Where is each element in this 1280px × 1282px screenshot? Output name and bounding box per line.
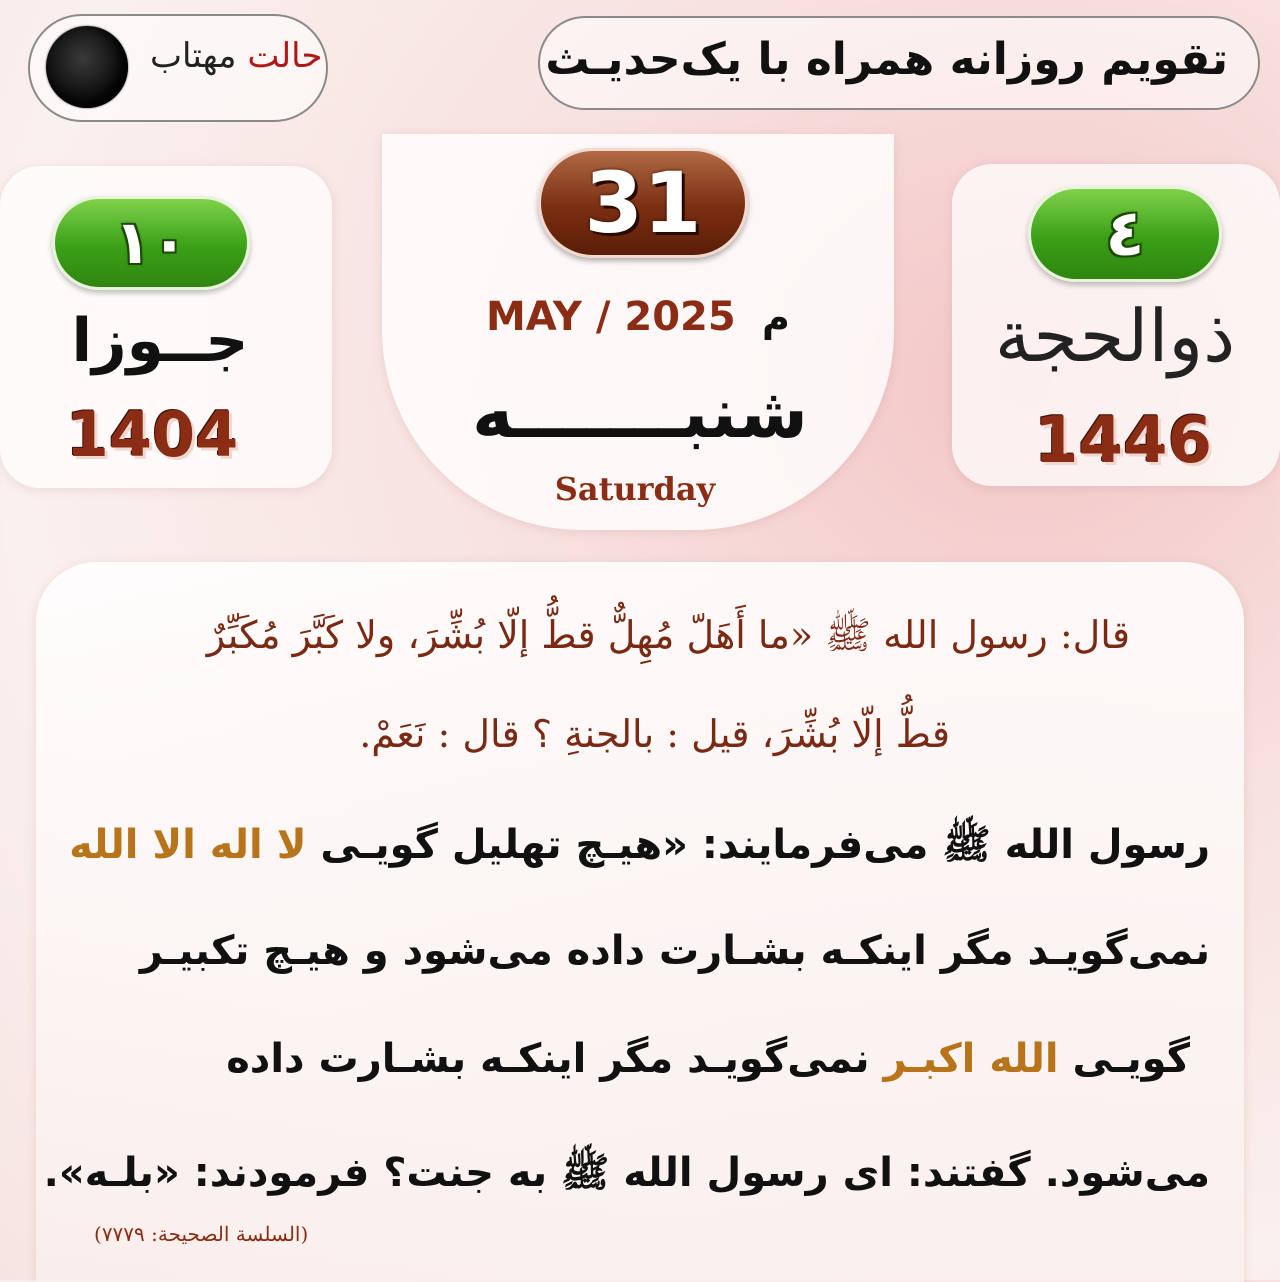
moon-label-main: مهتاب	[150, 36, 237, 76]
hadith-text: رسول الله ﷺ می‌فرمایند: «هیـچ تهلیل گویـی	[320, 822, 1210, 868]
hadith-persian-line-2: نمی‌گویـد مگر اینکـه بشـارت داده می‌شود و هیـچ تکبیـر	[139, 928, 1210, 974]
hadith-text: گویـی	[1072, 1036, 1190, 1082]
page-title: تقویم روزانه همراه با یک‌حدیـث	[545, 34, 1228, 85]
hadith-persian-line-3	[226, 1036, 1190, 1082]
gregorian-day-badge: 31	[538, 148, 748, 258]
weekday-english: Saturday	[554, 470, 716, 508]
hadith-arabic-line-2: قطُّ إلّا بُشِّرَ، قيل : بالجنةِ ؟ قال : نَعَمْ.	[359, 712, 950, 756]
gregorian-month-year: MAY / 2025	[486, 294, 736, 340]
header-title-pill	[538, 16, 1260, 110]
hadith-arabic-line-1: قال: رسول الله ﷺ «ما أَهَلّ مُهِلٌّ قطُّ إلّا بُشِّرَ، ولا كَبَّرَ مُكَبِّرٌ	[206, 613, 1130, 657]
moon-label-prefix: حالت	[247, 36, 323, 76]
gregorian-era-label: م	[762, 296, 790, 340]
moon-phase-icon	[46, 26, 128, 108]
hadith-source: (السلسة الصحيحة: ٧٧٧٩)	[94, 1222, 309, 1246]
solar-month: جــوزا	[71, 306, 249, 376]
weekday-persian: شنبـــــــه	[472, 372, 808, 454]
moon-phase-pill	[28, 14, 328, 122]
hadith-persian-line-4: می‌شود. گفتند: ای رسول الله ﷺ به جنت؟ فرمودند: «بلـه».	[43, 1150, 1210, 1196]
hijri-year: 1446	[1033, 404, 1213, 478]
hijri-month: ذوالحجة	[994, 294, 1236, 378]
hadith-highlight-takbir: الله اکبـر	[883, 1036, 1059, 1082]
hadith-highlight-tahlil: لا اله الا الله	[69, 822, 307, 868]
hadith-text: نمی‌گویـد مگر اینکـه بشـارت داده	[226, 1036, 870, 1082]
hijri-day-badge: ٤	[1028, 186, 1222, 282]
solar-day-badge: ۱۰	[52, 196, 250, 290]
solar-year: 1404	[65, 398, 239, 471]
moon-phase-label	[150, 36, 322, 76]
hadith-persian-line-1	[69, 820, 1210, 878]
